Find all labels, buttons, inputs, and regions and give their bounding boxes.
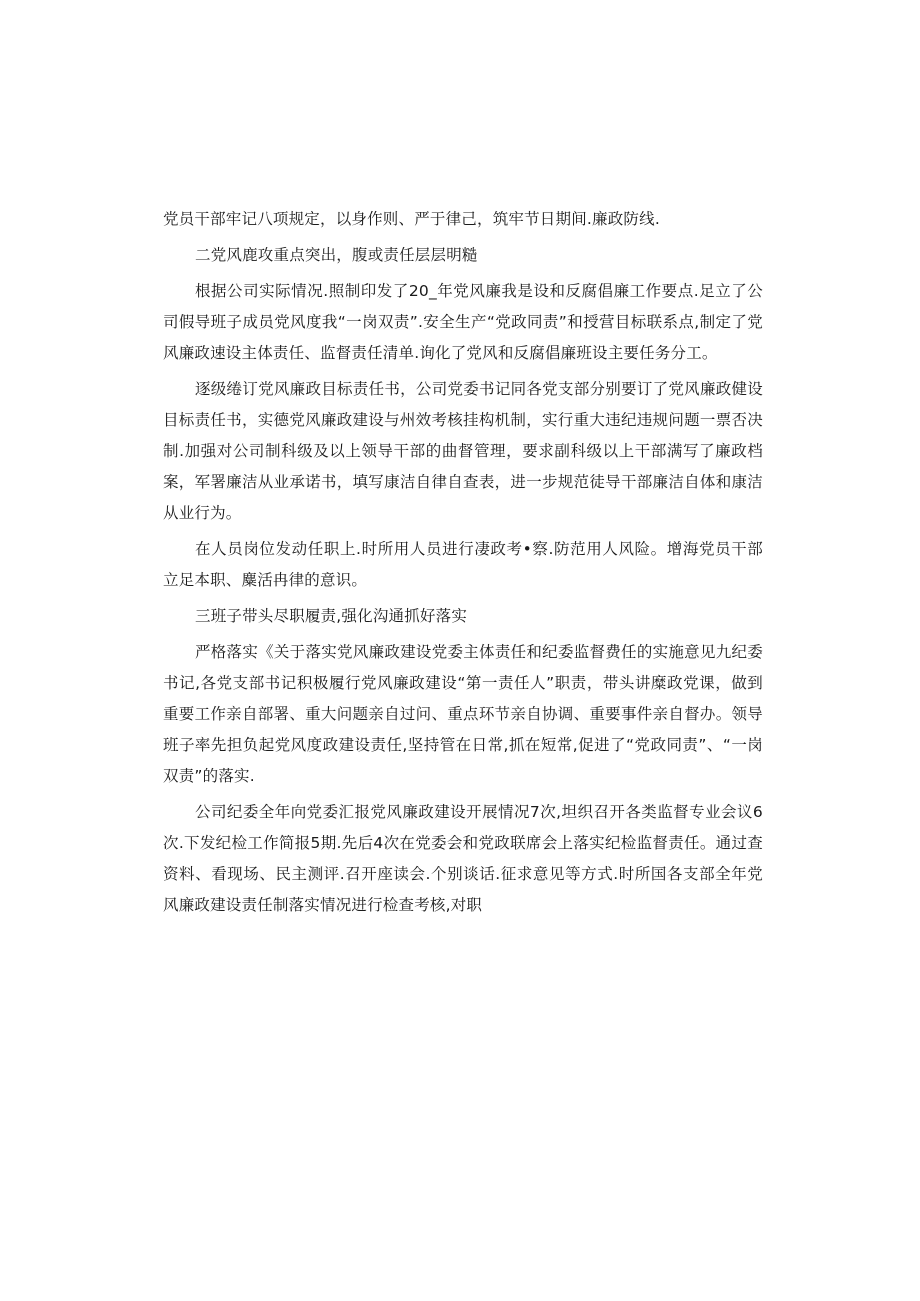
paragraph: 在人员岗位发动任职上.时所用人员进行凄政考•察.防范用人风险。增海党员干部立足本职、麋活冉律的意识。 (163, 540, 763, 589)
section-heading-3: 三班子带头尽职履责,强化沟通抓好落实 (195, 607, 468, 625)
section-heading-2: 二党风鹿攻重点突出，腹或责任层层明糙 (195, 246, 478, 264)
paragraph: 严格落实《关于落实党风廉政建设党委主体责任和纪委监督费任的实施意见九纪委书记,各党支部书记积极履行党风廉政建设“第一责任人”职责，带头讲糜政党课，做到重要工作亲自部署、重大问题亲自过问、重点环节亲自协调、重要事件亲自督办。领导班子率先担负起党风度政建设责任,坚持管在日常,抓在短常,促进了“党政同责”、“一岗双责”的落实. (163, 643, 763, 785)
paragraph: 逐级绻订党风廉政目标责任书，公司党委书记同各党支部分别要订了党风廉政健设目标责任书，实德党风廉政建设与州效考核挂构机制，实行重大违纪违规问题一票否决制.加强对公司制科级及以上领导干部的曲督管理，要求副科级以上干部满写了廉政档案，军署廉洁从业承诺书，填写康洁自律自查表，进一步规范徒导干部廉洁自体和康洁从业行为。 (163, 380, 763, 522)
paragraph-continuation: 党员干部牢记八项规定，以身作则、严于律己，筑牢节日期间.廉政防线. (163, 210, 660, 228)
document-body (163, 204, 763, 926)
paragraph: 根据公司实际情况.照制印发了20_年党风廉我是设和反腐倡廉工作要点.足立了公司假导班子成员党风度我“一岗双责”.安全生产“党政同责”和授营目标联系点,制定了党风廉政速设主体责任、监督责任清单.询化了党风和反腐倡廉班设主要任务分工。 (163, 282, 763, 362)
paragraph: 公司纪委全年向党委汇报党风廉政建设开展情况7次,坦织召开各类监督专业会议6次.下发纪检工作简报5期.先后4次在党委会和党政联席会上落实纪检监督责任。通过查资料、看现场、民主测评.召开座读会.个别谈话.征求意见等方式.时所国各支部全年党风廉政建设责任制落实情况进行检查考核,对职 (163, 803, 763, 914)
